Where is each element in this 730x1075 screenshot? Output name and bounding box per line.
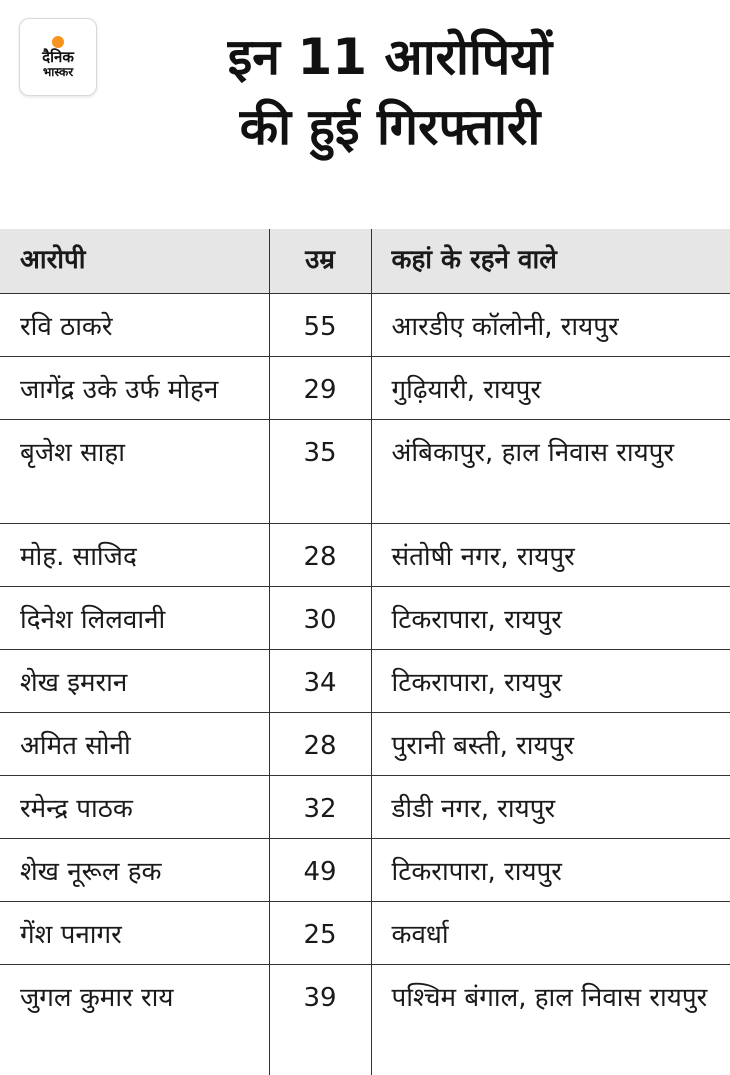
accused-age: 29	[269, 356, 371, 419]
table-header-row	[0, 229, 730, 293]
table-row	[0, 838, 730, 901]
table-row	[0, 649, 730, 712]
accused-age: 28	[269, 712, 371, 775]
accused-residence: अंबिकापुर, हाल निवास रायपुर	[371, 419, 730, 523]
table-row	[0, 586, 730, 649]
accused-name: मोह. साजिद	[0, 523, 269, 586]
title-line-1: इन 11 आरोपियों	[227, 28, 553, 86]
accused-age: 55	[269, 293, 371, 356]
table-row	[0, 712, 730, 775]
accused-age: 49	[269, 838, 371, 901]
accused-residence: टिकरापारा, रायपुर	[371, 838, 730, 901]
table-row	[0, 901, 730, 964]
accused-age: 32	[269, 775, 371, 838]
accused-residence: टिकरापारा, रायपुर	[371, 649, 730, 712]
accused-name: दिनेश लिलवानी	[0, 586, 269, 649]
accused-residence: डीडी नगर, रायपुर	[371, 775, 730, 838]
dainik-bhaskar-logo	[19, 18, 97, 96]
header-residence: कहां के रहने वाले	[371, 229, 730, 293]
title-line-2: की हुई गिरफ्तारी	[239, 98, 541, 156]
accused-residence: टिकरापारा, रायपुर	[371, 586, 730, 649]
accused-age: 34	[269, 649, 371, 712]
accused-residence: पुरानी बस्ती, रायपुर	[371, 712, 730, 775]
logo-text-line1: दैनिक	[42, 47, 74, 66]
accused-age: 30	[269, 586, 371, 649]
accused-name: अमित सोनी	[0, 712, 269, 775]
sun-dot-icon	[52, 36, 64, 48]
accused-residence: संतोषी नगर, रायपुर	[371, 523, 730, 586]
accused-name: रवि ठाकरे	[0, 293, 269, 356]
page-title	[120, 22, 660, 162]
logo-text-line2: भास्कर	[42, 64, 74, 79]
accused-residence: गुढ़ियारी, रायपुर	[371, 356, 730, 419]
table-row	[0, 293, 730, 356]
header-age: उम्र	[269, 229, 371, 293]
accused-name: शेख नूरूल हक	[0, 838, 269, 901]
table-row	[0, 775, 730, 838]
accused-age: 39	[269, 964, 371, 1075]
header-accused: आरोपी	[0, 229, 269, 293]
accused-table	[0, 229, 730, 1075]
table-row	[0, 419, 730, 523]
accused-age: 25	[269, 901, 371, 964]
table-row	[0, 356, 730, 419]
accused-residence: पश्चिम बंगाल, हाल निवास रायपुर	[371, 964, 730, 1075]
accused-residence: कवर्धा	[371, 901, 730, 964]
table-row	[0, 523, 730, 586]
accused-age: 35	[269, 419, 371, 523]
accused-name: शेख इमरान	[0, 649, 269, 712]
accused-residence: आरडीए कॉलोनी, रायपुर	[371, 293, 730, 356]
accused-name: रमेन्द्र पाठक	[0, 775, 269, 838]
accused-name: बृजेश साहा	[0, 419, 269, 523]
table-row	[0, 964, 730, 1075]
accused-name: जागेंद्र उके उर्फ मोहन	[0, 356, 269, 419]
accused-age: 28	[269, 523, 371, 586]
accused-name: जुगल कुमार राय	[20, 982, 174, 1013]
accused-name: गेंश पनागर	[0, 901, 269, 964]
